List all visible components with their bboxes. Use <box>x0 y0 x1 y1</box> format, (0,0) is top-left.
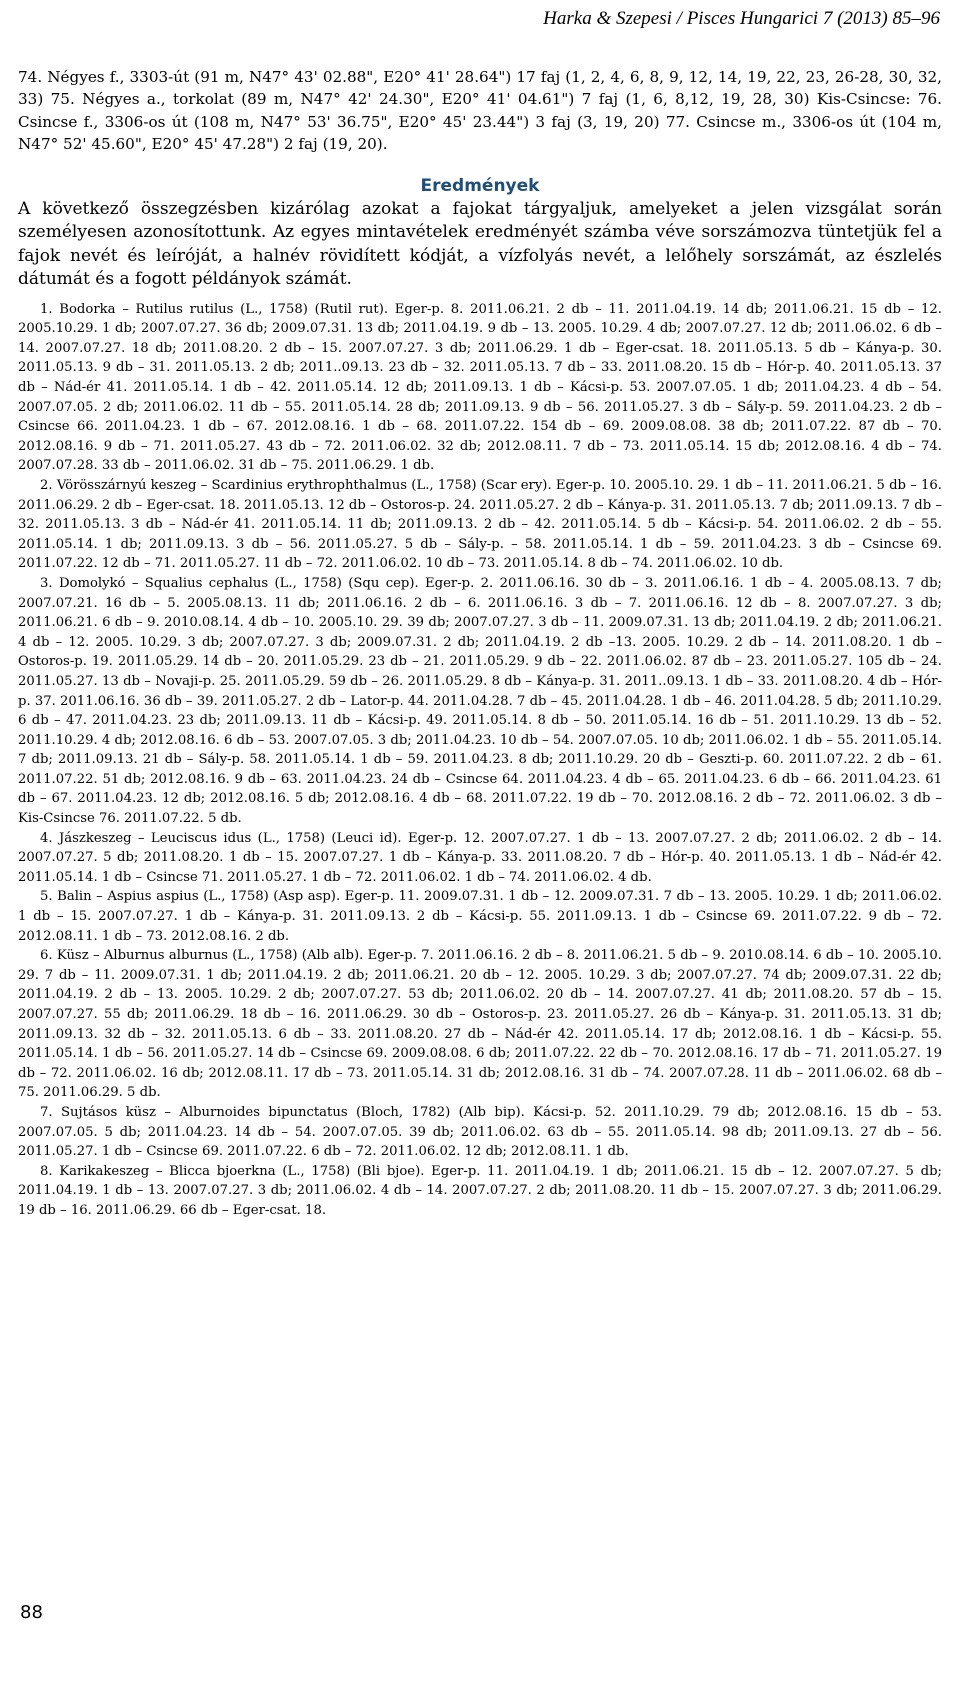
species-list <box>18 300 942 1221</box>
species-entry: 1. Bodorka – Rutilus rutilus (L., 1758) (Rutil rut). Eger-p. 8. 2011.06.21. 2 db – 11. 2011.04.19. 14 db; 2011.06.21. 15 db – 12. 2005.10.29. 1 db; 2007.07.27. 36 db; 2009.07.31. 13 db; 2011.04.19. 9 db – 13. 2005. 10.29. 4 db; 2007.07.27. 12 db; 2011.06.02. 6 db – 14. 2007.07.27. 18 db; 2011.08.20. 2 db – 15. 2007.07.27. 3 db; 2011.06.29. 1 db – Eger-csat. 18. 2011.05.13. 5 db – Kánya-p. 30. 2011.05.13. 9 db – 31. 2011.05.13. 2 db; 2011..09.13. 23 db – 32. 2011.05.13. 7 db – 33. 2011.08.20. 15 db – Hór-p. 40. 2011.05.13. 37 db – Nád-ér 41. 2011.05.14. 1 db – 42. 2011.05.14. 12 db; 2011.09.13. 1 db – Kácsi-p. 53. 2007.07.05. 1 db; 2011.04.23. 4 db – 54. 2007.07.05. 2 db; 2011.06.02. 11 db – 55. 2011.05.14. 28 db; 2011.09.13. 9 db – 56. 2011.05.27. 3 db – Sály-p. 59. 2011.04.23. 2 db – Csincse 66. 2011.04.23. 1 db – 67. 2012.08.16. 1 db – 68. 2011.07.22. 154 db – 69. 2009.08.08. 38 db; 2011.07.22. 87 db – 70. 2012.08.16. 9 db – 71. 2011.05.27. 43 db – 72. 2011.06.02. 32 db; 2012.08.11. 7 db – 73. 2011.05.14. 15 db; 2012.08.16. 4 db – 74. 2007.07.28. 33 db – 2011.06.02. 31 db – 75. 2011.06.29. 1 db. <box>18 301 942 474</box>
running-header: Harka & Szepesi / Pisces Hungarici 7 (2013) 85–96 <box>543 8 940 29</box>
section-title: Eredmények <box>420 175 540 196</box>
species-entry: 5. Balin – Aspius aspius (L., 1758) (Asp asp). Eger-p. 11. 2009.07.31. 1 db – 12. 2009.07.31. 7 db – 13. 2005. 10.29. 1 db; 2011.06.02. 1 db – 15. 2007.07.27. 1 db – Kánya-p. 31. 2011.09.13. 2 db – Kácsi-p. 55. 2011.09.13. 1 db – Csincse 69. 2011.07.22. 9 db – 72. 2012.08.11. 1 db – 73. 2012.08.16. 2 db. <box>18 889 942 944</box>
species-entry: 6. Küsz – Alburnus alburnus (L., 1758) (Alb alb). Eger-p. 7. 2011.06.16. 2 db – 8. 2011.06.21. 5 db – 9. 2010.08.14. 6 db – 10. 2005.10. 29. 7 db – 11. 2009.07.31. 1 db; 2011.04.19. 2 db; 2011.06.21. 20 db – 12. 2005. 10.29. 3 db; 2007.07.27. 74 db; 2009.07.31. 22 db; 2011.04.19. 2 db – 13. 2005. 10.29. 2 db; 2007.07.27. 53 db; 2011.06.02. 20 db – 14. 2007.07.27. 41 db; 2011.08.20. 57 db – 15. 2007.07.27. 55 db; 2011.06.29. 18 db – 16. 2011.06.29. 30 db – Ostoros-p. 23. 2011.05.27. 26 db – Kánya-p. 31. 2011.05.13. 31 db; 2011.09.13. 32 db – 32. 2011.05.13. 6 db – 33. 2011.08.20. 27 db – Nád-ér 42. 2011.05.14. 17 db; 2012.08.16. 1 db – Kácsi-p. 55. 2011.05.14. 1 db – 56. 2011.05.27. 14 db – Csincse 69. 2009.08.08. 6 db; 2011.07.22. 22 db – 70. 2012.08.16. 17 db – 71. 2011.05.27. 19 db – 72. 2011.06.02. 16 db; 2012.08.11. 17 db – 73. 2011.05.14. 31 db; 2012.08.16. 31 db – 74. 2007.07.28. 11 db – 2011.06.02. 68 db – 75. 2011.06.29. 5 db. <box>18 948 942 1101</box>
page-number: 88 <box>20 1602 43 1623</box>
page-body <box>18 66 942 1221</box>
results-lead-paragraph: A következő összegzésben kizárólag azokat a fajokat tárgyaljuk, amelyeket a jelen vizsgálat során személyesen azonosítottunk. Az egyes mintavételek eredményét számba véve sorszámozva tüntetjük fel a fajok nevét és leíróját, a halnév rövidített kódját, a vízfolyás nevét, a lelőhely sorszámát, az észlelés dátumát és a fogott példányok számát. <box>18 198 942 290</box>
species-entry: 2. Vörösszárnyú keszeg – Scardinius erythrophthalmus (L., 1758) (Scar ery). Eger-p. 10. 2005.10. 29. 1 db – 11. 2011.06.21. 5 db – 16. 2011.06.29. 2 db – Eger-csat. 18. 2011.05.13. 12 db – Ostoros-p. 24. 2011.05.27. 2 db – Kánya-p. 31. 2011.05.13. 7 db; 2011.09.13. 7 db – 32. 2011.05.13. 3 db – Nád-ér 41. 2011.05.14. 11 db; 2011.09.13. 2 db – 42. 2011.05.14. 5 db – Kácsi-p. 54. 2011.06.02. 2 db – 55. 2011.05.14. 1 db; 2011.09.13. 3 db – 56. 2011.05.27. 5 db – Sály-p. – 58. 2011.05.14. 1 db – 59. 2011.04.23. 3 db – Csincse 69. 2011.07.22. 12 db – 71. 2011.05.27. 11 db – 72. 2011.06.02. 10 db – 73. 2011.05.14. 8 db – 74. 2011.06.02. 10 db. <box>18 477 942 572</box>
site-list-continuation: 74. Négyes f., 3303-út (91 m, N47° 43' 02.88", E20° 41' 28.64") 17 faj (1, 2, 4, 6, 8, 9, 12, 14, 19, 22, 23, 26-28, 30, 32, 33) 75. Négyes a., torkolat (89 m, N47° 42' 24.30", E20° 41' 04.61") 7 faj (1, 6, 8,12, 19, 28, 30) Kis-Csincse: 76. Csincse f., 3306-os út (108 m, N47° 53' 36.75", E20° 45' 23.44") 3 faj (3, 19, 20) 77. Csincse m., 3306-os út (104 m, N47° 52' 45.60", E20° 45' 47.28") 2 faj (19, 20). <box>18 68 942 154</box>
species-entry: 4. Jászkeszeg – Leuciscus idus (L., 1758) (Leuci id). Eger-p. 12. 2007.07.27. 1 db – 13. 2007.07.27. 2 db; 2011.06.02. 2 db – 14. 2007.07.27. 5 db; 2011.08.20. 1 db – 15. 2007.07.27. 1 db – Kánya-p. 33. 2011.08.20. 7 db – Hór-p. 40. 2011.05.13. 1 db – Nád-ér 42. 2011.05.14. 1 db – Csincse 71. 2011.05.27. 1 db – 72. 2011.06.02. 1 db – 74. 2011.06.02. 4 db. <box>18 830 942 885</box>
species-entry: 7. Sujtásos küsz – Alburnoides bipunctatus (Bloch, 1782) (Alb bip). Kácsi-p. 52. 2011.10.29. 79 db; 2012.08.16. 15 db – 53. 2007.07.05. 5 db; 2011.04.23. 14 db – 54. 2007.07.05. 39 db; 2011.06.02. 63 db – 55. 2011.05.14. 98 db; 2011.09.13. 27 db – 56. 2011.05.27. 1 db – Csincse 69. 2011.07.22. 6 db – 72. 2011.06.02. 12 db; 2012.08.11. 1 db. <box>18 1104 942 1160</box>
species-entry: 3. Domolykó – Squalius cephalus (L., 1758) (Squ cep). Eger-p. 2. 2011.06.16. 30 db – 3. 2011.06.16. 1 db – 4. 2005.08.13. 7 db; 2007.07.21. 16 db – 5. 2005.08.13. 11 db; 2011.06.16. 2 db – 6. 2011.06.16. 3 db – 7. 2011.06.16. 12 db – 8. 2007.07.27. 3 db; 2011.06.21. 6 db – 9. 2010.08.14. 4 db – 10. 2005.10. 29. 39 db; 2007.07.27. 3 db – 11. 2009.07.31. 13 db; 2011.04.19. 2 db; 2011.06.21. 4 db – 12. 2005. 10.29. 3 db; 2007.07.27. 3 db; 2009.07.31. 2 db; 2011.04.19. 2 db –13. 2005. 10.29. 2 db – 14. 2011.08.20. 1 db – Ostoros-p. 19. 2011.05.29. 14 db – 20. 2011.05.29. 23 db – 21. 2011.05.29. 9 db – 22. 2011.06.02. 87 db – 23. 2011.05.27. 105 db – 24. 2011.05.27. 13 db – Novaji-p. 25. 2011.05.29. 59 db – 26. 2011.05.29. 8 db – Kánya-p. 31. 2011..09.13. 1 db – 33. 2011.08.20. 4 db – Hór-p. 37. 2011.06.16. 36 db – 39. 2011.05.27. 2 db – Lator-p. 44. 2011.04.28. 7 db – 45. 2011.04.28. 1 db – 46. 2011.04.28. 5 db; 2011.10.29. 6 db – 47. 2011.04.23. 23 db; 2011.09.13. 11 db – Kácsi-p. 49. 2011.05.14. 8 db – 50. 2011.05.14. 16 db – 51. 2011.10.29. 13 db – 52. 2011.10.29. 4 db; 2012.08.16. 6 db – 53. 2007.07.05. 3 db; 2011.04.23. 10 db – 54. 2007.07.05. 10 db; 2011.06.02. 1 db – 55. 2011.05.14. 7 db; 2011.09.13. 21 db – Sály-p. 58. 2011.05.14. 1 db – 59. 2011.04.23. 8 db; 2011.10.29. 20 db – Geszti-p. 60. 2011.07.22. 2 db – 61. 2011.07.22. 51 db; 2012.08.16. 9 db – 63. 2011.04.23. 24 db – Csincse 64. 2011.04.23. 4 db – 65. 2011.04.23. 6 db – 66. 2011.04.23. 61 db – 67. 2011.04.23. 12 db; 2012.08.16. 5 db; 2012.08.16. 4 db – 68. 2011.07.22. 19 db – 70. 2012.08.16. 2 db – 72. 2011.06.02. 3 db – Kis-Csincse 76. 2011.07.22. 5 db. <box>18 575 942 827</box>
species-entry: 8. Karikakeszeg – Blicca bjoerkna (L., 1758) (Bli bjoe). Eger-p. 11. 2011.04.19. 1 db; 2011.06.21. 15 db – 12. 2007.07.27. 5 db; 2011.04.19. 1 db – 13. 2007.07.27. 3 db; 2011.06.02. 4 db – 14. 2007.07.27. 2 db; 2011.08.20. 11 db – 15. 2007.07.27. 3 db; 2011.06.29. 19 db – 16. 2011.06.29. 66 db – Eger-csat. 18. <box>18 1163 942 1218</box>
